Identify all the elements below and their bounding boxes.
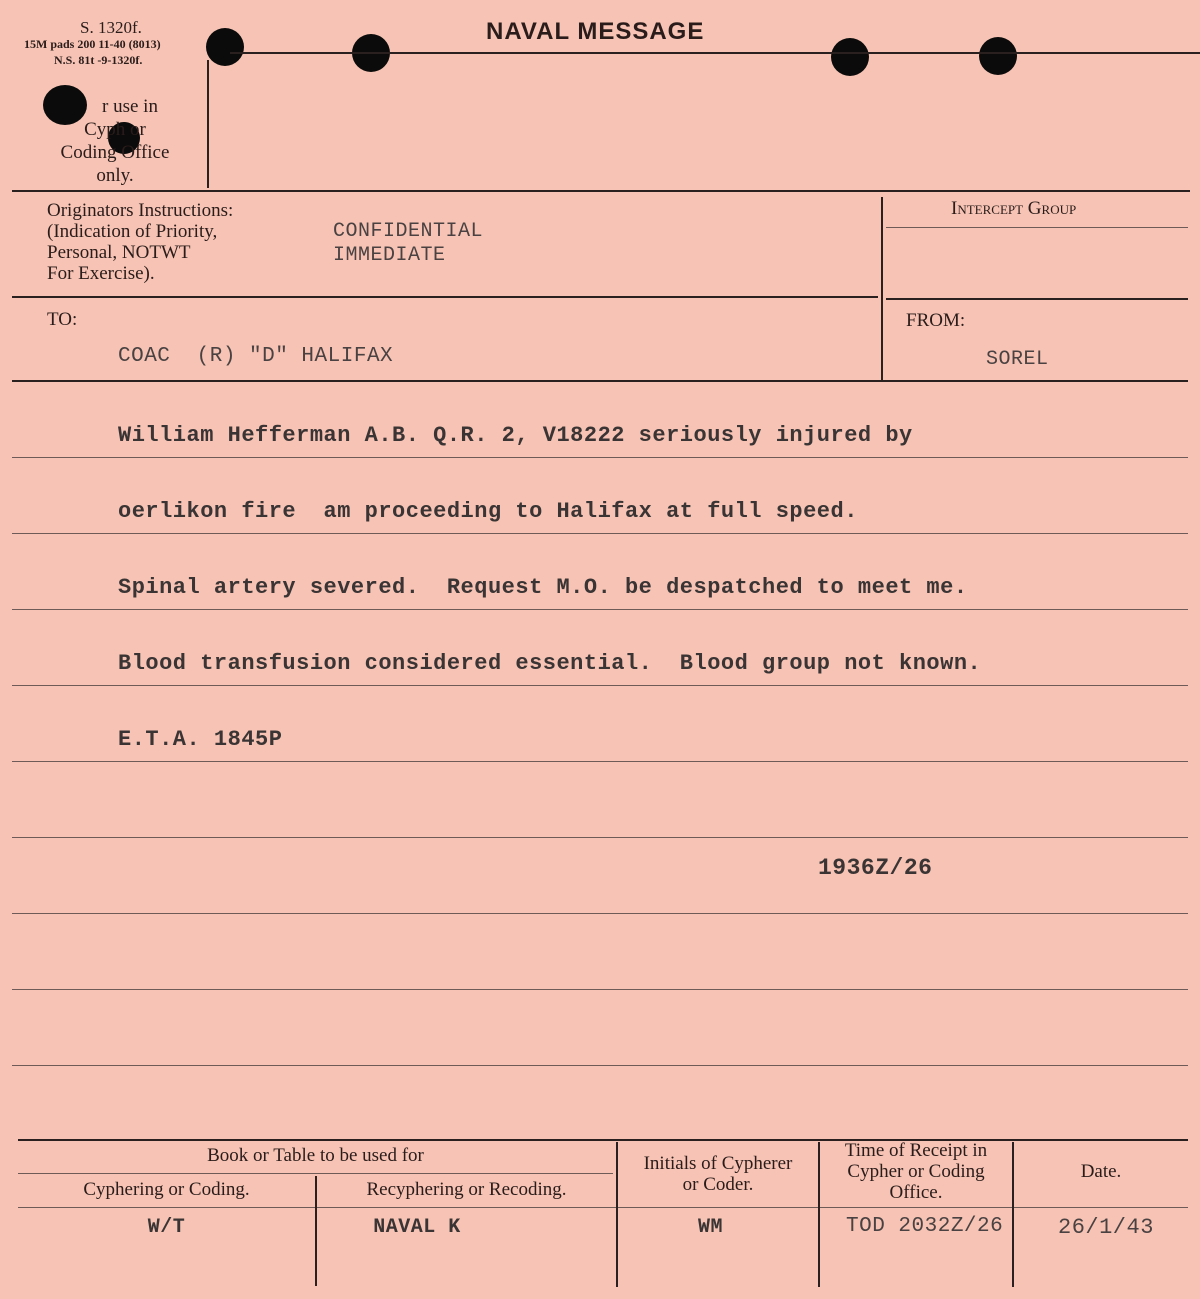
receipt-label-line: Time of Receipt in <box>844 1140 988 1161</box>
section-rule <box>886 298 1188 300</box>
date-label: Date. <box>1080 1161 1122 1182</box>
ruled-line <box>12 761 1188 762</box>
message-line: William Hefferman A.B. Q.R. 2, V18222 seriously injured by <box>118 423 913 448</box>
message-line: oerlikon fire am proceeding to Halifax at full speed. <box>118 499 858 524</box>
time-group: 1936Z/26 <box>818 855 933 881</box>
ruled-line <box>12 685 1188 686</box>
intercept-rule <box>886 227 1188 228</box>
footer-rule <box>18 1139 1188 1141</box>
office-note-line: Cyph or <box>84 119 146 140</box>
office-note-line: Coding Office <box>60 142 170 163</box>
intercept-group-label: Intercept Group <box>951 198 1077 219</box>
message-line: Spinal artery severed. Request M.O. be despatched to meet me. <box>118 575 968 600</box>
from-label: FROM: <box>906 310 966 331</box>
receipt-label-line: Cypher or Coding <box>847 1161 985 1182</box>
initials-value: WM <box>697 1216 723 1239</box>
recyphering-label: Recyphering or Recoding. <box>366 1179 567 1200</box>
classification-value: CONFIDENTIAL <box>333 220 484 243</box>
ruled-line <box>12 989 1188 990</box>
office-note-line: r use in <box>102 96 158 117</box>
to-label: TO: <box>47 309 78 330</box>
divider <box>207 60 209 188</box>
message-line: E.T.A. 1845P <box>118 727 283 752</box>
footer-rule <box>18 1173 613 1174</box>
office-note-line: only. <box>96 165 134 186</box>
receipt-label-line: Office. <box>889 1182 943 1203</box>
punch-hole <box>206 28 244 66</box>
initials-label-line: or Coder. <box>682 1174 754 1195</box>
divider <box>881 197 883 380</box>
office-note <box>30 95 200 187</box>
date-value: 26/1/43 <box>1058 1215 1154 1240</box>
instruction-label-line: Personal, NOTWT <box>47 242 191 263</box>
header-rule <box>230 52 1200 54</box>
print-line-1: 15M pads 200 11-40 (8013) <box>24 37 161 51</box>
book-label: Book or Table to be used for <box>207 1145 424 1166</box>
cyphering-label: Cyphering or Coding. <box>83 1179 250 1200</box>
section-rule <box>12 190 1190 192</box>
message-line: Blood transfusion considered essential. Blood group not known. <box>118 651 982 676</box>
originators-instructions-label <box>47 200 233 284</box>
recyphering-value: NAVAL K <box>373 1216 461 1239</box>
initials-label-line: Initials of Cypherer <box>643 1153 793 1174</box>
form-number: S. 1320f. <box>80 18 142 37</box>
ruled-line <box>12 533 1188 534</box>
instruction-label-line: Originators Instructions: <box>47 200 234 221</box>
initials-label <box>618 1153 818 1195</box>
to-value: COAC (R) "D" HALIFAX <box>118 345 394 368</box>
ruled-line <box>12 1065 1188 1066</box>
instruction-label-line: For Exercise). <box>47 263 155 284</box>
ruled-line <box>12 609 1188 610</box>
section-rule <box>12 296 878 298</box>
from-value: SOREL <box>986 348 1049 371</box>
section-rule <box>12 380 1188 382</box>
receipt-value: TOD 2032Z/26 <box>846 1215 1004 1238</box>
cyphering-value: W/T <box>147 1216 186 1239</box>
priority-values <box>333 220 483 268</box>
punch-hole <box>831 38 869 76</box>
ruled-line <box>12 913 1188 914</box>
priority-value: IMMEDIATE <box>333 244 446 267</box>
punch-hole <box>979 37 1017 75</box>
instruction-label-line: (Indication of Priority, <box>47 221 218 242</box>
page-title: NAVAL MESSAGE <box>486 18 705 45</box>
receipt-label <box>820 1140 1012 1203</box>
ruled-line <box>12 837 1188 838</box>
ruled-line <box>12 457 1188 458</box>
print-line-2: N.S. 81t -9-1320f. <box>54 53 143 67</box>
